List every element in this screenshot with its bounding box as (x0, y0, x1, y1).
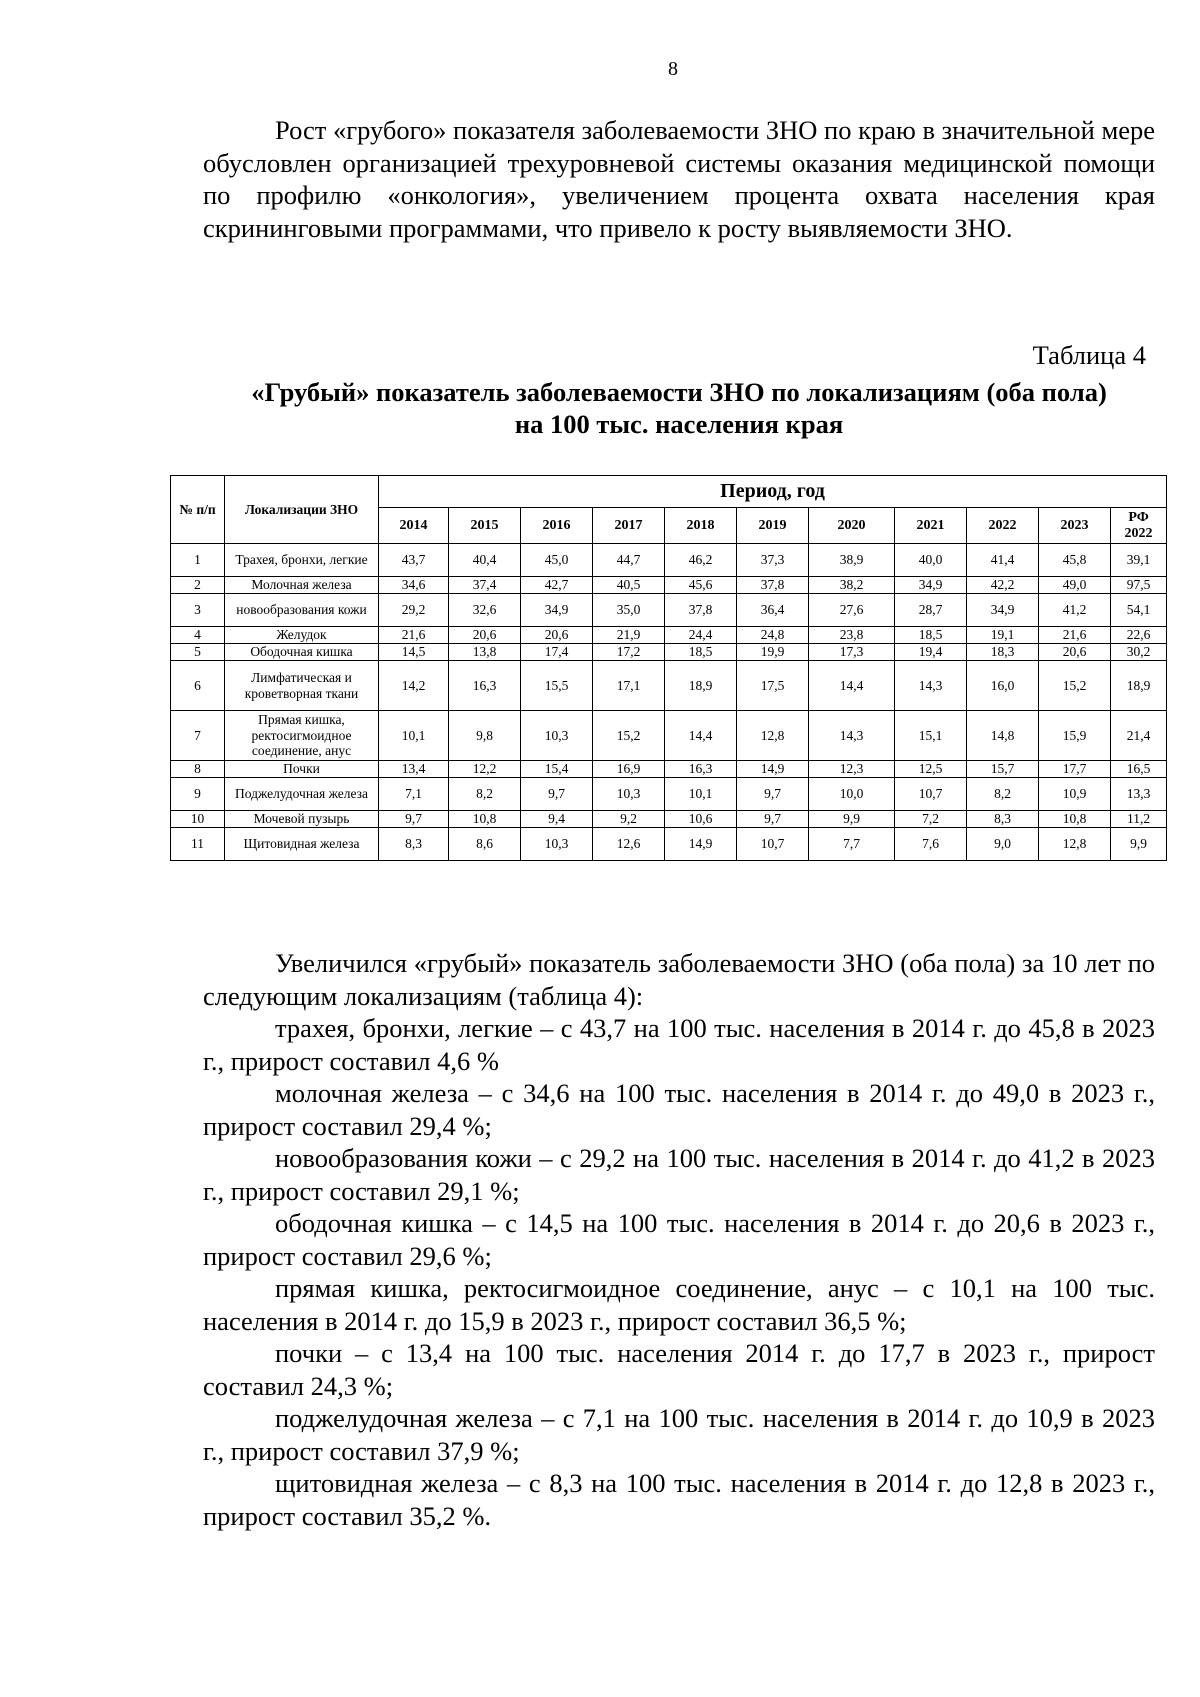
table-cell: 14,2 (379, 661, 449, 711)
row-localization: Прямая кишка, ректосигмоидное соединение, анус (225, 711, 379, 761)
body-paragraph: новообразования кожи – с 29,2 на 100 тыс. населения в 2014 г. до 41,2 в 2023 г., прирост составил 29,1 %; (203, 1143, 1155, 1206)
table-cell: 39,1 (1111, 544, 1167, 577)
table-cell: 17,2 (593, 644, 665, 661)
table-cell: 14,5 (379, 644, 449, 661)
table-cell: 17,5 (737, 661, 809, 711)
year-header: 2021 (895, 508, 967, 544)
row-localization: новообразования кожи (225, 594, 379, 627)
year-header: 2017 (593, 508, 665, 544)
year-header: 2015 (449, 508, 521, 544)
year-header: 2019 (737, 508, 809, 544)
table-cell: 13,3 (1111, 778, 1167, 811)
row-number: 2 (171, 577, 225, 594)
table-cell: 10,3 (521, 828, 593, 861)
table-cell: 12,3 (809, 761, 895, 778)
table-row (171, 761, 1167, 778)
table-cell: 16,9 (593, 761, 665, 778)
row-localization: Молочная железа (225, 577, 379, 594)
table-cell: 45,8 (1039, 544, 1111, 577)
table-cell: 9,2 (593, 811, 665, 828)
table-cell: 17,3 (809, 644, 895, 661)
table-cell: 43,7 (379, 544, 449, 577)
table-cell: 9,8 (449, 711, 521, 761)
table-cell: 14,9 (737, 761, 809, 778)
table-title-line1: «Грубый» показатель заболеваемости ЗНО по локализациям (оба пола) (251, 377, 1107, 407)
row-number: 7 (171, 711, 225, 761)
table-cell: 7,2 (895, 811, 967, 828)
row-localization: Почки (225, 761, 379, 778)
table-row (171, 594, 1167, 627)
year-header: 2016 (521, 508, 593, 544)
table-cell: 97,5 (1111, 577, 1167, 594)
table-cell: 9,9 (809, 811, 895, 828)
table-cell: 8,2 (967, 778, 1039, 811)
table-cell: 37,3 (737, 544, 809, 577)
body-paragraph: трахея, бронхи, легкие – с 43,7 на 100 тыс. населения в 2014 г. до 45,8 в 2023 г., прирост составил 4,6 % (203, 1013, 1155, 1076)
table-cell: 17,4 (521, 644, 593, 661)
table-cell: 45,6 (665, 577, 737, 594)
table-cell: 41,4 (967, 544, 1039, 577)
table-cell: 11,2 (1111, 811, 1167, 828)
table-cell: 14,8 (967, 711, 1039, 761)
table-cell: 37,4 (449, 577, 521, 594)
table-cell: 15,9 (1039, 711, 1111, 761)
row-number: 11 (171, 828, 225, 861)
table-cell: 16,5 (1111, 761, 1167, 778)
table-cell: 16,3 (449, 661, 521, 711)
table-row (171, 711, 1167, 761)
table-cell: 38,9 (809, 544, 895, 577)
year-header: РФ 2022 (1111, 508, 1167, 544)
table-cell: 34,9 (895, 577, 967, 594)
table-cell: 8,6 (449, 828, 521, 861)
row-localization: Поджелудочная железа (225, 778, 379, 811)
table-row (171, 811, 1167, 828)
table-row (171, 577, 1167, 594)
table-cell: 10,7 (737, 828, 809, 861)
table-cell: 35,0 (593, 594, 665, 627)
table-cell: 14,4 (665, 711, 737, 761)
table-row (171, 661, 1167, 711)
table-label: Таблица 4 (1032, 340, 1146, 370)
table-cell: 8,3 (379, 828, 449, 861)
body-paragraph: молочная железа – с 34,6 на 100 тыс. населения в 2014 г. до 49,0 в 2023 г., прирост составил 29,4 %; (203, 1078, 1155, 1141)
table-cell: 14,3 (895, 661, 967, 711)
table-cell: 7,1 (379, 778, 449, 811)
table-cell: 9,7 (737, 778, 809, 811)
table-cell: 12,8 (737, 711, 809, 761)
table-cell: 18,5 (665, 644, 737, 661)
body-paragraph: прямая кишка, ректосигмоидное соединение, анус – с 10,1 на 100 тыс. населения в 2014 г. до 15,9 в 2023 г., прирост составил 36,5 %; (203, 1273, 1155, 1336)
table-cell: 20,6 (449, 627, 521, 644)
table-cell: 14,4 (809, 661, 895, 711)
table-cell: 7,7 (809, 828, 895, 861)
table-cell: 16,3 (665, 761, 737, 778)
year-header: 2022 (967, 508, 1039, 544)
table-cell: 37,8 (665, 594, 737, 627)
table-cell: 13,8 (449, 644, 521, 661)
table-row (171, 644, 1167, 661)
table-cell: 40,0 (895, 544, 967, 577)
table-cell: 28,7 (895, 594, 967, 627)
table-cell: 9,4 (521, 811, 593, 828)
table-cell: 15,2 (593, 711, 665, 761)
table-cell: 38,2 (809, 577, 895, 594)
body-paragraph: почки – с 13,4 на 100 тыс. населения 2014 г. до 17,7 в 2023 г., прирост составил 24,3 %; (203, 1338, 1155, 1401)
table-cell: 10,1 (665, 778, 737, 811)
table-cell: 12,5 (895, 761, 967, 778)
table-row (171, 627, 1167, 644)
table-cell: 18,5 (895, 627, 967, 644)
table-cell: 9,7 (521, 778, 593, 811)
year-header: 2018 (665, 508, 737, 544)
intro-paragraph: Рост «грубого» показателя заболеваемости ЗНО по краю в значительной мере обусловлен организацией трехуровневой системы оказания медицинской помощи по профилю «онкология», увеличением процента охвата населения края скрининговыми программами, что привело к росту выявляемости ЗНО. (203, 115, 1155, 243)
row-number: 8 (171, 761, 225, 778)
table-title (203, 376, 1155, 440)
table-cell: 15,5 (521, 661, 593, 711)
table-cell: 10,3 (521, 711, 593, 761)
table-cell: 10,8 (1039, 811, 1111, 828)
table-cell: 12,2 (449, 761, 521, 778)
table-cell: 12,8 (1039, 828, 1111, 861)
table-row (171, 778, 1167, 811)
table-cell: 54,1 (1111, 594, 1167, 627)
table-cell: 17,1 (593, 661, 665, 711)
table-cell: 18,3 (967, 644, 1039, 661)
table-cell: 15,4 (521, 761, 593, 778)
table-cell: 29,2 (379, 594, 449, 627)
table-cell: 21,9 (593, 627, 665, 644)
table-cell: 9,0 (967, 828, 1039, 861)
table-cell: 24,8 (737, 627, 809, 644)
row-number: 5 (171, 644, 225, 661)
table-cell: 40,4 (449, 544, 521, 577)
table-cell: 23,8 (809, 627, 895, 644)
row-number: 1 (171, 544, 225, 577)
table-cell: 12,6 (593, 828, 665, 861)
table-cell: 14,9 (665, 828, 737, 861)
table-cell: 10,0 (809, 778, 895, 811)
table-cell: 49,0 (1039, 577, 1111, 594)
table-cell: 46,2 (665, 544, 737, 577)
body-paragraph: ободочная кишка – с 14,5 на 100 тыс. населения в 2014 г. до 20,6 в 2023 г., прирост составил 29,6 %; (203, 1208, 1155, 1271)
page-number: 8 (668, 58, 678, 80)
row-number: 9 (171, 778, 225, 811)
table-cell: 15,2 (1039, 661, 1111, 711)
table-cell: 10,8 (449, 811, 521, 828)
table-cell: 42,2 (967, 577, 1039, 594)
table-cell: 19,9 (737, 644, 809, 661)
table-cell: 34,6 (379, 577, 449, 594)
table-cell: 13,4 (379, 761, 449, 778)
row-localization: Лимфатическая и кроветворная ткани (225, 661, 379, 711)
table-cell: 21,6 (379, 627, 449, 644)
row-localization: Трахея, бронхи, легкие (225, 544, 379, 577)
row-localization: Мочевой пузырь (225, 811, 379, 828)
row-localization: Щитовидная железа (225, 828, 379, 861)
table-cell: 32,6 (449, 594, 521, 627)
table-cell: 8,2 (449, 778, 521, 811)
table-cell: 20,6 (521, 627, 593, 644)
table-cell: 22,6 (1111, 627, 1167, 644)
table-cell: 20,6 (1039, 644, 1111, 661)
table-cell: 10,3 (593, 778, 665, 811)
table-cell: 18,9 (665, 661, 737, 711)
table-cell: 34,9 (967, 594, 1039, 627)
table-cell: 17,7 (1039, 761, 1111, 778)
table-cell: 10,7 (895, 778, 967, 811)
table-cell: 45,0 (521, 544, 593, 577)
table-cell: 16,0 (967, 661, 1039, 711)
body-paragraph: Увеличился «грубый» показатель заболеваемости ЗНО (оба пола) за 10 лет по следующим локализациям (таблица 4): (203, 948, 1155, 1011)
year-header: 2020 (809, 508, 895, 544)
row-number: 10 (171, 811, 225, 828)
table-cell: 30,2 (1111, 644, 1167, 661)
table-cell: 40,5 (593, 577, 665, 594)
table-cell: 15,1 (895, 711, 967, 761)
table-cell: 10,1 (379, 711, 449, 761)
table-cell: 18,9 (1111, 661, 1167, 711)
table-cell: 34,9 (521, 594, 593, 627)
body-text (203, 947, 1155, 1532)
table-title-line2: на 100 тыс. населения края (514, 409, 844, 439)
table-cell: 36,4 (737, 594, 809, 627)
table-cell: 42,7 (521, 577, 593, 594)
table-cell: 44,7 (593, 544, 665, 577)
table-cell: 9,9 (1111, 828, 1167, 861)
column-header-localization: Локализации ЗНО (225, 476, 379, 544)
table-cell: 10,9 (1039, 778, 1111, 811)
table-cell: 9,7 (737, 811, 809, 828)
table-cell: 19,4 (895, 644, 967, 661)
table-cell: 24,4 (665, 627, 737, 644)
column-header-number: № п/п (171, 476, 225, 544)
body-paragraph: щитовидная железа – с 8,3 на 100 тыс. населения в 2014 г. до 12,8 в 2023 г., прирост составил 35,2 %. (203, 1468, 1155, 1531)
table-row (171, 544, 1167, 577)
table-cell: 14,3 (809, 711, 895, 761)
year-header: 2023 (1039, 508, 1111, 544)
row-number: 3 (171, 594, 225, 627)
table-cell: 7,6 (895, 828, 967, 861)
row-number: 6 (171, 661, 225, 711)
row-number: 4 (171, 627, 225, 644)
table-cell: 41,2 (1039, 594, 1111, 627)
table-cell: 9,7 (379, 811, 449, 828)
table-cell: 10,6 (665, 811, 737, 828)
row-localization: Ободочная кишка (225, 644, 379, 661)
period-header: Период, год (379, 476, 1167, 508)
row-localization: Желудок (225, 627, 379, 644)
table-cell: 21,4 (1111, 711, 1167, 761)
body-paragraph: поджелудочная железа – с 7,1 на 100 тыс. населения в 2014 г. до 10,9 в 2023 г., прирост составил 37,9 %; (203, 1403, 1155, 1466)
table-cell: 27,6 (809, 594, 895, 627)
incidence-table (170, 475, 1167, 861)
table-cell: 15,7 (967, 761, 1039, 778)
table-cell: 21,6 (1039, 627, 1111, 644)
table-cell: 37,8 (737, 577, 809, 594)
table-cell: 8,3 (967, 811, 1039, 828)
year-header: 2014 (379, 508, 449, 544)
table-cell: 19,1 (967, 627, 1039, 644)
table-row (171, 828, 1167, 861)
